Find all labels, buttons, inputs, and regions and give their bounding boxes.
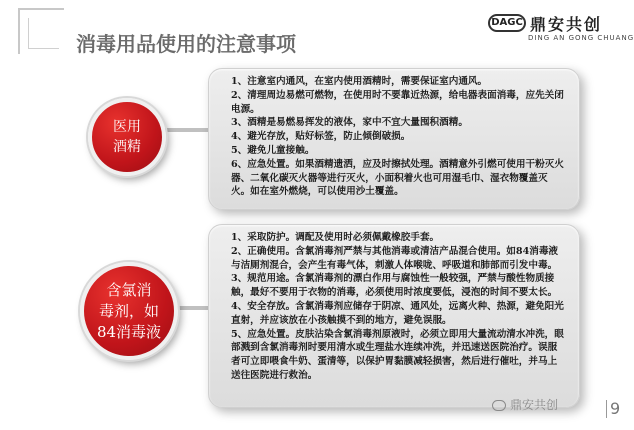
watermark-text: 鼎安共创 xyxy=(510,398,559,412)
company-logo xyxy=(488,12,634,46)
category-label: 医用 酒精 xyxy=(113,119,141,155)
page-title: 消毒用品使用的注意事项 xyxy=(76,32,296,56)
logo-mark: DAGC xyxy=(488,14,526,32)
note-item: 4、避光存放，贴好标签，防止倾倒破损。 xyxy=(231,131,411,143)
note-item: 3、规范用途。含氯消毒剂的漂白作用与腐蚀性一般较强，严禁与酸性物质接触，最好不要用于衣物的消毒，必须使用时浓度要低，浸泡的时间不要太长。 xyxy=(231,273,558,299)
page-number: 9 xyxy=(606,400,620,418)
corner-inner-decoration xyxy=(28,18,59,49)
category-label: 含氯消 毒剂，如 84消毒液 xyxy=(96,280,162,341)
chlorine-notes-panel xyxy=(208,224,580,408)
wechat-icon xyxy=(492,400,506,411)
logo-english-name: DING AN GONG CHUANG xyxy=(528,34,634,42)
note-item: 2、正确使用。含氯消毒剂严禁与其他消毒或清洁产品混合使用。如84消毒液与洁厕剂混合，会产生有毒气体，刺激人体喉咙、呼吸道和肺部而引发中毒。 xyxy=(231,245,559,271)
watermark xyxy=(492,396,558,413)
alcohol-notes-panel xyxy=(208,68,580,210)
note-item: 3、酒精是易燃易挥发的液体，家中不宜大量囤积酒精。 xyxy=(231,117,468,129)
category-badge-medical-alcohol xyxy=(88,98,166,176)
note-item: 1、注意室内通风，在室内使用酒精时，需要保证室内通风。 xyxy=(231,76,488,87)
category-badge-chlorine-disinfectant xyxy=(80,262,178,360)
note-item: 6、应急处置。如果酒精遗洒，应及时擦拭处理。酒精意外引燃可使用干粉灭火器、二氧化碳灭火器等进行灭火，小面积着火也可用湿毛巾、湿衣物覆盖灭火。如在室外燃烧，可以使用沙土覆盖。 xyxy=(231,158,564,198)
logo-chinese-name: 鼎安共创 xyxy=(530,15,603,34)
note-item: 2、清理周边易燃可燃物，在使用时不要靠近热源，给电器表面消毒，应先关闭电源。 xyxy=(231,89,564,115)
note-item: 1、采取防护。调配及使用时必须佩戴橡胶手套。 xyxy=(231,232,440,243)
note-item: 5、应急处置。皮肤沾染含氯消毒剂原液时，必须立即用大量流动清水冲洗，眼部溅到含氯消毒剂时要用清水或生理盐水连续冲洗，并迅速送医院治疗。误服者可立即喂食牛奶、蛋清等，以保护胃黏膜减轻损害，然后进行催吐，并马上送往医院进行救治。 xyxy=(231,328,564,381)
note-item: 5、避免儿童接触。 xyxy=(231,144,315,156)
note-item: 4、安全存放。含氯消毒剂应储存于阴凉、通风处，远离火种、热源，避免阳光直射，并应该放在小孩触摸不到的地方，避免误服。 xyxy=(231,300,564,326)
